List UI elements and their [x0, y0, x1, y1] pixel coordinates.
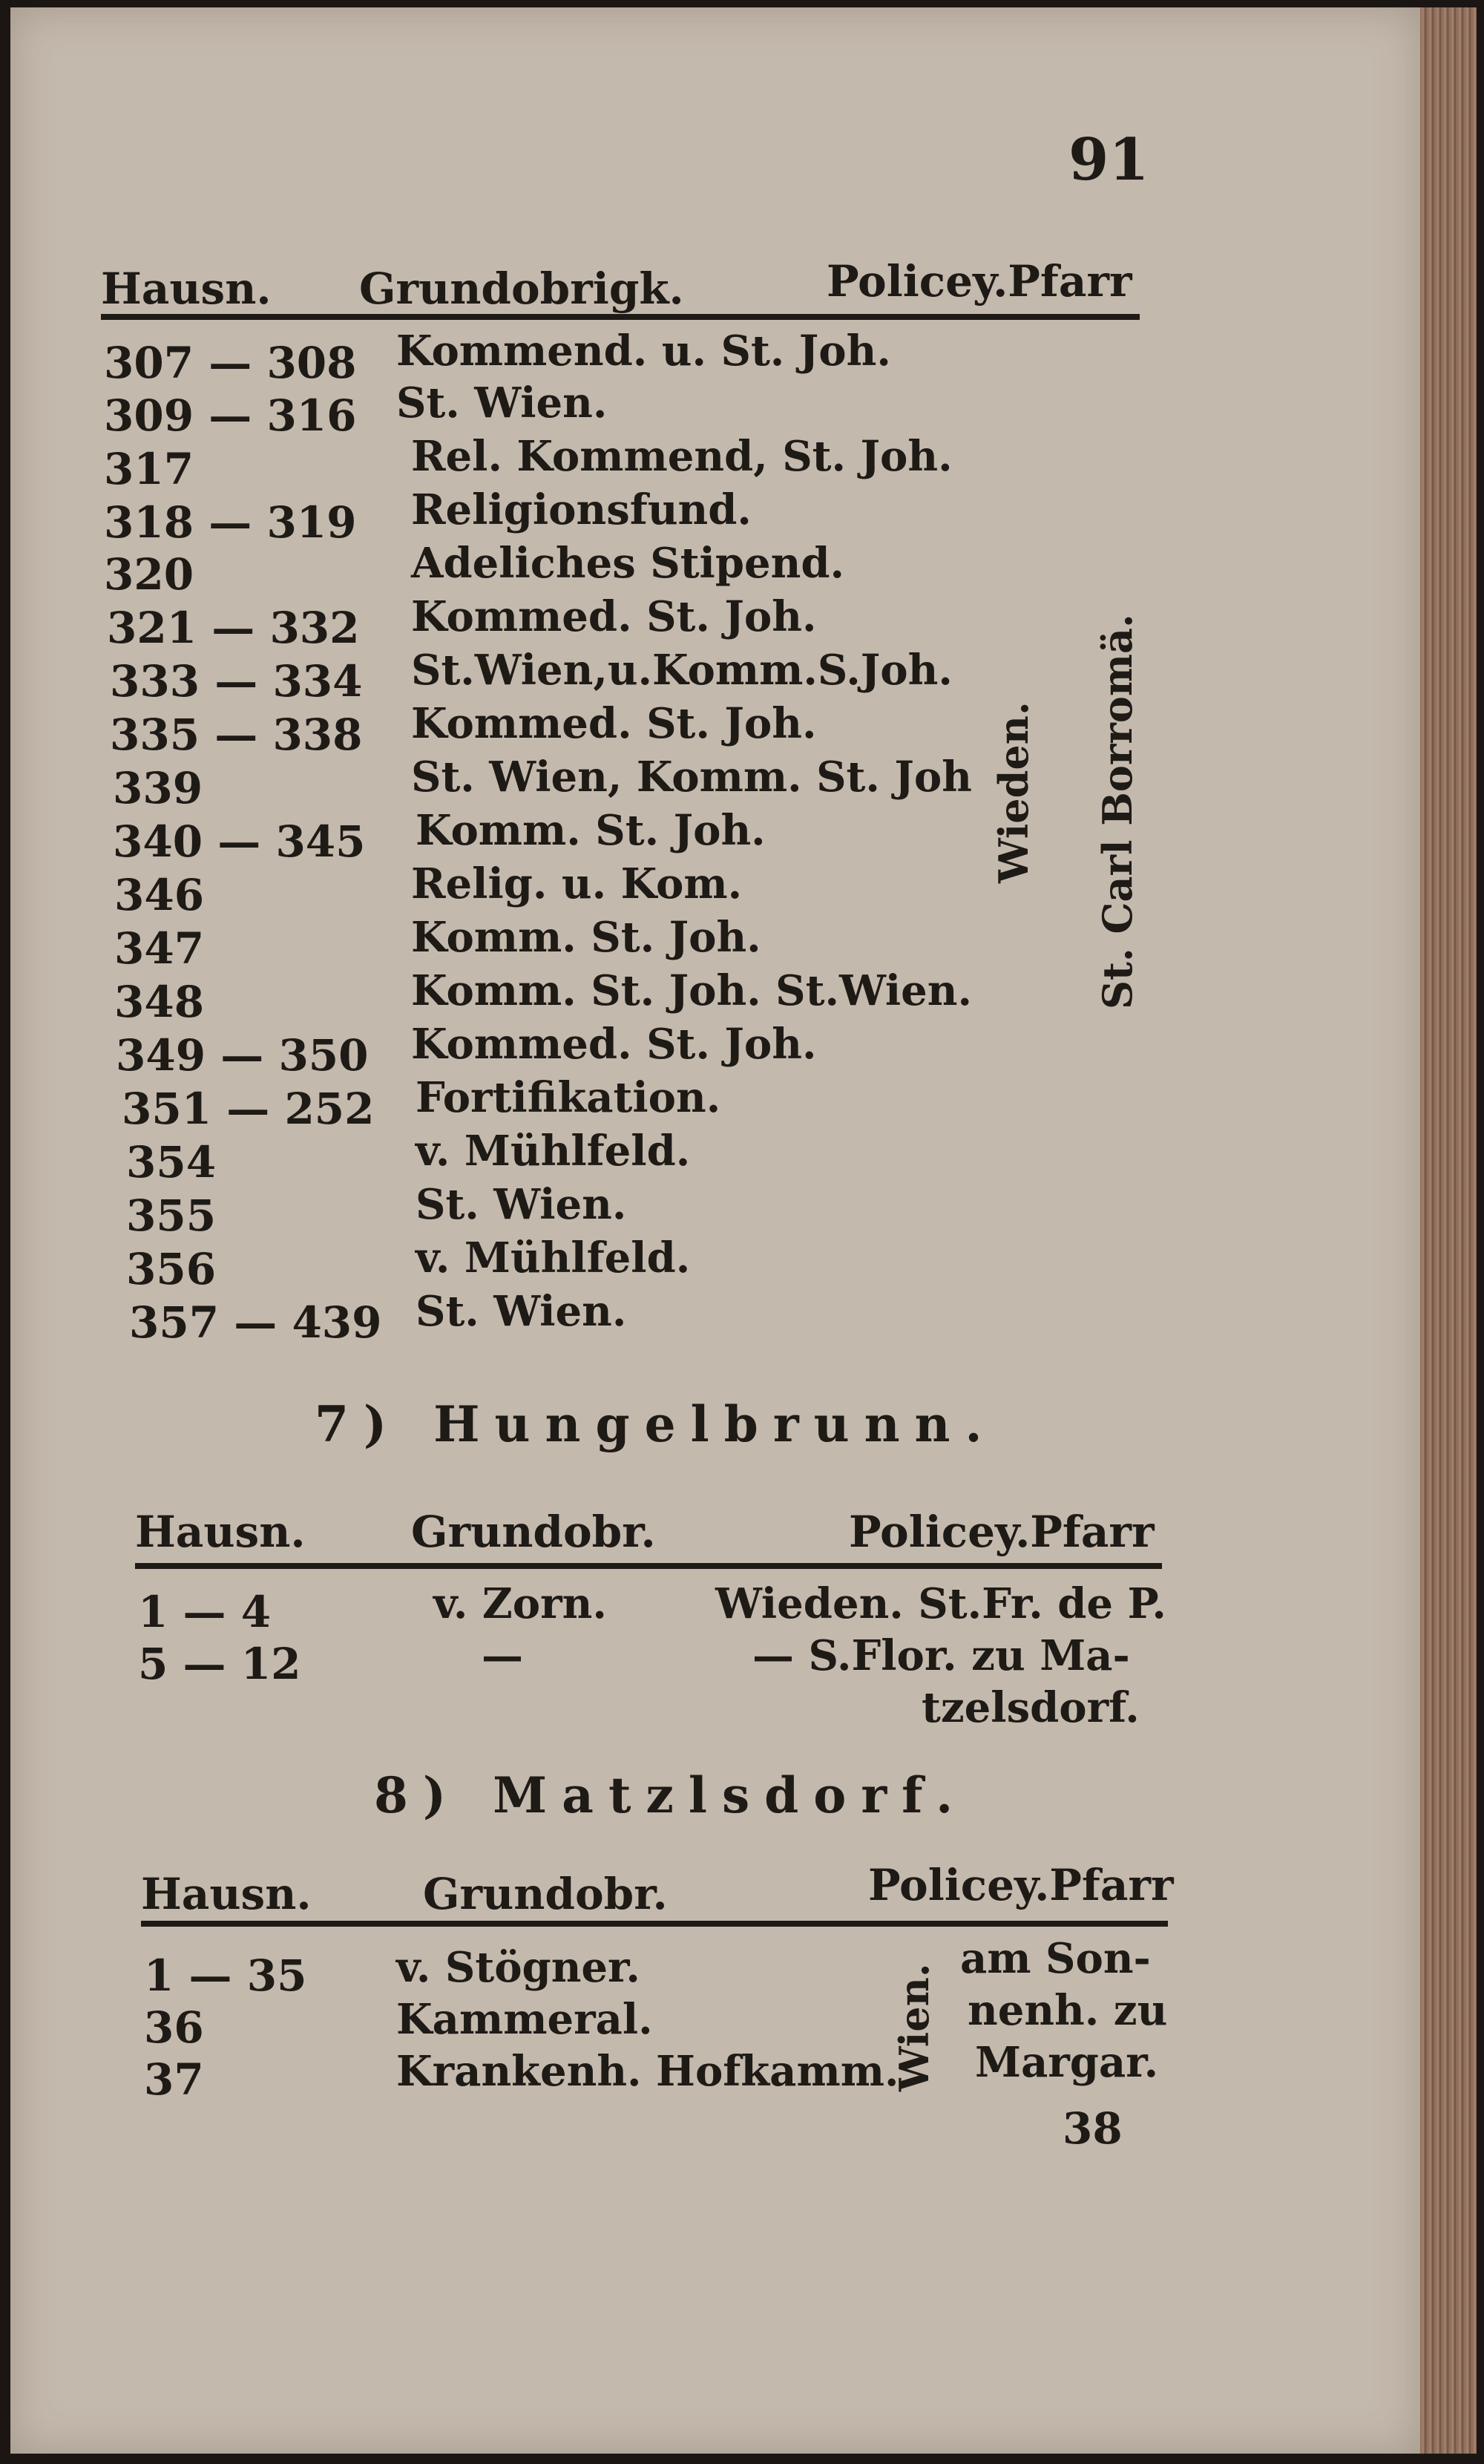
- table-row-hausn: 347: [114, 923, 205, 974]
- table-row-hausn: 333 — 334: [110, 656, 363, 707]
- table-row-grund: Kommed. St. Joh.: [411, 592, 817, 641]
- table-row-grund: Krankenh. Hofkamm.: [396, 2047, 899, 2096]
- table-row-grund: v. Mühlfeld.: [416, 1233, 691, 1282]
- table-row-pfarr: Margar.: [975, 2038, 1159, 2087]
- header-hausn: Hausn.: [101, 263, 272, 314]
- table-row-grund: Komm. St. Joh.: [416, 806, 766, 855]
- table-row-grund: Religionsfund.: [411, 485, 752, 534]
- section-title-hungelbrunn: 7) Hungelbrunn.: [315, 1395, 997, 1453]
- table-row-grund: Kommed. St. Joh.: [411, 699, 817, 748]
- table-row-grund: Kammeral.: [396, 1995, 653, 2044]
- header-grundobrigkeit: Grundobrigk.: [359, 263, 684, 314]
- table-row-hausn: 309 — 316: [104, 390, 357, 441]
- table-row-grund: St. Wien.: [416, 1287, 627, 1336]
- table-row-hausn: 351 — 252: [122, 1084, 375, 1134]
- table-row-hausn: 335 — 338: [110, 710, 363, 760]
- table-row-grund: Kommend. u. St. Joh.: [396, 327, 891, 376]
- table-row-hausn: 357 — 439: [129, 1297, 382, 1348]
- table-row-grund: v. Stögner.: [396, 1943, 640, 1992]
- header-rule: [135, 1563, 1162, 1569]
- table-row-hausn: 318 — 319: [104, 497, 357, 548]
- section-title-matzlsdorf: 8) Matzlsdorf.: [374, 1766, 968, 1824]
- table-row-hausn: 348: [114, 977, 205, 1027]
- table-row-police: Wieden. St.Fr. de P.: [715, 1579, 1166, 1628]
- table-row-grund: Relig. u. Kom.: [411, 859, 743, 908]
- table-row-grund: Fortifikation.: [416, 1073, 721, 1122]
- table-row-continuation: tzelsdorf.: [922, 1683, 1140, 1732]
- table-row-grund: Adeliches Stipend.: [411, 539, 844, 588]
- book-page: [10, 7, 1420, 2454]
- vertical-police-wieden: Wieden.: [990, 701, 1037, 883]
- table-row-hausn: 321 — 332: [107, 603, 360, 653]
- table-row-grund: St. Wien.: [416, 1180, 627, 1229]
- header-grundobrigkeit: Grundobr.: [423, 1869, 668, 1919]
- catchword: 38: [1063, 2103, 1123, 2154]
- table-row-grund: St. Wien, Komm. St. Joh: [411, 753, 972, 802]
- header-rule: [141, 1921, 1168, 1927]
- table-row-grund: St. Wien.: [396, 379, 608, 427]
- header-policey-pfarr: Policey.Pfarr: [868, 1860, 1174, 1910]
- table-row-hausn: 346: [114, 870, 205, 920]
- vertical-police-wien: Wien.: [890, 1963, 938, 2091]
- header-policey-pfarr: Policey.Pfarr: [827, 256, 1132, 307]
- header-hausn: Hausn.: [141, 1869, 312, 1919]
- table-row-grund: v. Zorn.: [433, 1579, 607, 1628]
- page-number: 91: [1068, 126, 1149, 194]
- header-rule: [101, 314, 1140, 320]
- table-row-hausn: 349 — 350: [116, 1030, 369, 1081]
- header-policey-pfarr: Policey.Pfarr: [849, 1507, 1155, 1557]
- page-edge: [1420, 7, 1477, 2454]
- table-row-hausn: 5 — 12: [138, 1639, 301, 1689]
- table-row-grund: St.Wien,u.Komm.S.Joh.: [411, 646, 953, 695]
- table-row-grund: v. Mühlfeld.: [416, 1127, 691, 1176]
- header-hausn: Hausn.: [135, 1507, 306, 1557]
- table-row-pfarr: am Son-: [960, 1934, 1151, 1983]
- table-row-hausn: 355: [126, 1190, 217, 1241]
- table-row-police: — S.Flor. zu Ma-: [752, 1631, 1130, 1680]
- table-row-hausn: 340 — 345: [113, 816, 366, 867]
- table-row-grund: Kommed. St. Joh.: [411, 1020, 817, 1069]
- table-row-hausn: 307 — 308: [104, 338, 357, 388]
- table-row-hausn: 317: [104, 444, 194, 494]
- table-row-grund: —: [482, 1631, 523, 1680]
- table-row-hausn: 36: [144, 2002, 204, 2053]
- table-row-grund: Rel. Kommend, St. Joh.: [411, 432, 953, 481]
- table-row-grund: Komm. St. Joh.: [411, 913, 761, 962]
- table-row-hausn: 1 — 35: [144, 1950, 307, 2001]
- table-row-hausn: 356: [126, 1244, 217, 1294]
- table-row-hausn: 1 — 4: [138, 1587, 272, 1637]
- table-row-hausn: 320: [104, 549, 194, 600]
- table-row-grund: Komm. St. Joh. St.Wien.: [411, 966, 972, 1015]
- vertical-pfarr-carl-borromae: St. Carl Borromä.: [1094, 614, 1141, 1009]
- table-row-pfarr: nenh. zu: [968, 1986, 1168, 2035]
- header-grundobrigkeit: Grundobr.: [411, 1507, 656, 1557]
- table-row-hausn: 354: [126, 1137, 217, 1187]
- table-row-hausn: 37: [144, 2054, 204, 2105]
- table-row-hausn: 339: [113, 763, 203, 813]
